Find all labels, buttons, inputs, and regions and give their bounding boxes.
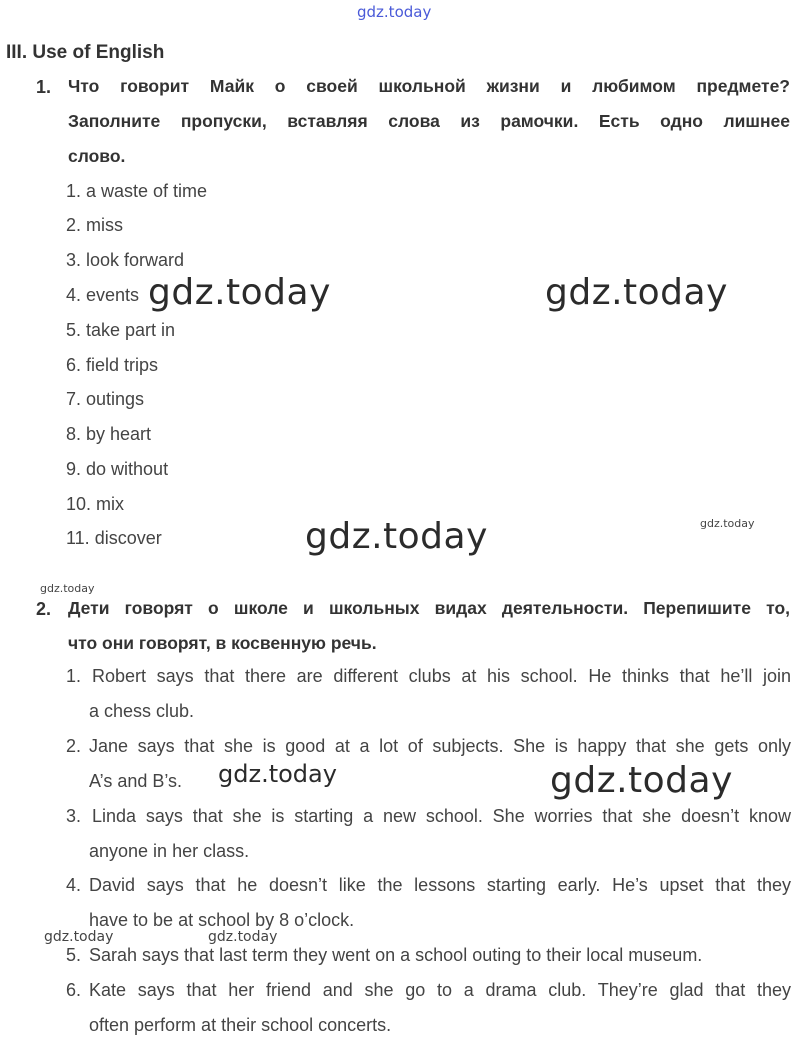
- sentence-line: Jane says that she is good at a lot of subjects. She is happy that she gets only: [89, 736, 791, 756]
- sentence-line: a chess club.: [89, 701, 195, 721]
- list-item: 2. miss: [66, 215, 124, 235]
- list-item: 10. mix: [66, 494, 125, 514]
- watermark-large: gdz.today: [148, 272, 331, 313]
- task1-instruction-line: Что говорит Майк о своей школьной жизни и любимом предмете?: [68, 76, 790, 96]
- watermark-large: gdz.today: [550, 760, 733, 801]
- task1-instruction-line: Заполните пропуски, вставляя слова из рамочки. Есть одно лишнее: [68, 111, 790, 131]
- watermark-large: gdz.today: [545, 272, 728, 313]
- task2-number: 2.: [36, 599, 52, 619]
- sentence-line: have to be at school by 8 o’clock.: [89, 910, 355, 930]
- list-item: 5. take part in: [66, 320, 176, 340]
- watermark-top: gdz.today: [357, 3, 432, 21]
- task1-instruction-line: слово.: [68, 146, 126, 166]
- sentence-line: often perform at their school concerts.: [89, 1015, 392, 1035]
- task2-instruction-line: что они говорят, в косвенную речь.: [68, 633, 377, 653]
- watermark-small: gdz.today: [700, 517, 755, 530]
- task2-instruction-line: Дети говорят о школе и школьных видах деятельности. Перепишите то,: [68, 598, 790, 618]
- sentence-number: 6.: [66, 980, 82, 1000]
- list-item: 6. field trips: [66, 355, 159, 375]
- watermark-small: gdz.today: [44, 929, 114, 945]
- watermark-small: gdz.today: [208, 929, 278, 945]
- list-item: 11. discover: [66, 528, 162, 548]
- sentence-line: anyone in her class.: [89, 841, 250, 861]
- list-item: 9. do without: [66, 459, 169, 479]
- task1-number: 1.: [36, 77, 52, 97]
- watermark-medium: gdz.today: [218, 760, 337, 788]
- sentence-number: 2.: [66, 736, 82, 756]
- list-item: 8. by heart: [66, 424, 152, 444]
- sentence-line: Sarah says that last term they went on a school outing to their local museum.: [89, 945, 703, 965]
- sentence-number: 5.: [66, 945, 82, 965]
- sentence-line: Kate says that her friend and she go to a drama club. They’re glad that they: [89, 980, 791, 1000]
- sentence-number: 3.: [66, 806, 82, 826]
- sentence-number: 1.: [66, 666, 82, 686]
- sentence-line: David says that he doesn’t like the lessons starting early. He’s upset that they: [89, 875, 791, 895]
- list-item: 1. a waste of time: [66, 181, 208, 201]
- sentence-line: Robert says that there are different clubs at his school. He thinks that he’ll join: [92, 666, 791, 686]
- list-item: 3. look forward: [66, 250, 185, 270]
- section-title: III. Use of English: [6, 42, 165, 63]
- watermark-small: gdz.today: [40, 582, 95, 595]
- list-item: 4. events: [66, 285, 140, 305]
- sentence-number: 4.: [66, 875, 82, 895]
- sentence-line: Linda says that she is starting a new school. She worries that she doesn’t know: [92, 806, 791, 826]
- list-item: 7. outings: [66, 389, 145, 409]
- sentence-line: A’s and B’s.: [89, 771, 183, 791]
- watermark-large: gdz.today: [305, 516, 488, 557]
